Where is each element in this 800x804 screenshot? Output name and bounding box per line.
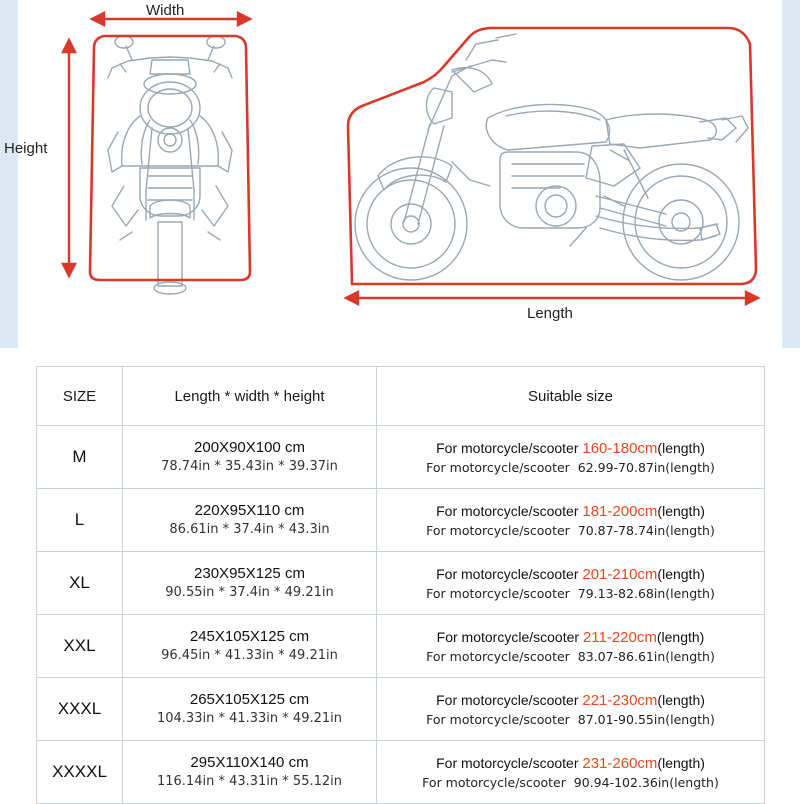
dimension-in: 104.33in * 41.33in * 49.21in: [156, 711, 342, 727]
cell-suitable: [377, 489, 765, 552]
suitable-range-in: 79.13-82.68in(length): [577, 585, 715, 601]
cell-size: L: [37, 489, 123, 552]
suitable-range-cm: 160-180cm: [582, 439, 658, 457]
dimension-cm: 295X110X140 cm: [190, 754, 309, 772]
table-row: [37, 678, 765, 741]
table-row: [37, 426, 765, 489]
dimension-in: 78.74in * 35.43in * 39.37in: [161, 459, 338, 475]
table-row: [37, 489, 765, 552]
suitable-in-line: [377, 459, 764, 477]
suitable-prefix: For motorcycle/scooter: [436, 565, 579, 582]
suitable-in-line: [377, 774, 764, 792]
suitable-cm-line: [377, 690, 764, 711]
suitable-in-line: [377, 711, 764, 729]
header-size: SIZE: [37, 367, 123, 426]
cell-size: XL: [37, 552, 123, 615]
cell-dimensions: [123, 552, 377, 615]
length-label: Length: [527, 305, 573, 322]
cell-dimensions: [123, 741, 377, 804]
side-cover-outline: [348, 28, 756, 284]
suitable-suffix: (length): [657, 565, 705, 582]
size-table-wrapper: [36, 366, 764, 804]
suitable-in-line: [377, 522, 764, 540]
dimension-cm: 265X105X125 cm: [189, 691, 310, 709]
header-dimensions: Length * width * height: [123, 367, 377, 426]
dimension-cm: 220X95X110 cm: [194, 502, 305, 520]
cell-size: M: [37, 426, 123, 489]
suitable-suffix: (length): [657, 691, 705, 708]
table-body: [37, 426, 765, 804]
suitable-cm-line: [377, 438, 764, 459]
suitable-in-line: [377, 585, 764, 603]
suitable-range-in: 62.99-70.87in(length): [577, 459, 715, 475]
suitable-prefix: For motorcycle/scooter: [436, 439, 579, 456]
cell-suitable: [377, 678, 765, 741]
illustration-panel: [0, 0, 800, 348]
motorcycle-cover-diagram: [0, 0, 800, 348]
cell-dimensions: [123, 426, 377, 489]
suitable-suffix: (length): [657, 502, 705, 519]
suitable-prefix-in: For motorcycle/scooter: [426, 585, 570, 601]
cell-suitable: [377, 426, 765, 489]
cell-size: XXXL: [37, 678, 123, 741]
cell-dimensions: [123, 615, 377, 678]
height-label: Height: [4, 140, 48, 157]
cell-dimensions: [123, 489, 377, 552]
table-header-row: [37, 367, 765, 426]
suitable-cm-line: [377, 753, 764, 774]
suitable-range-in: 90.94-102.36in(length): [573, 774, 719, 790]
cell-suitable: [377, 615, 765, 678]
cell-suitable: [377, 552, 765, 615]
cell-dimensions: [123, 678, 377, 741]
suitable-cm-line: [377, 627, 764, 648]
suitable-cm-line: [377, 501, 764, 522]
length-arrow: [346, 292, 758, 304]
suitable-prefix-in: For motorcycle/scooter: [426, 648, 570, 664]
dimension-in: 116.14in * 43.31in * 55.12in: [156, 774, 342, 790]
dimension-cm: 245X105X125 cm: [189, 628, 310, 646]
suitable-range-cm: 201-210cm: [582, 565, 658, 583]
dimension-cm: 200X90X100 cm: [194, 439, 305, 457]
dimension-in: 86.61in * 37.4in * 43.3in: [169, 522, 330, 538]
suitable-prefix-in: For motorcycle/scooter: [422, 774, 566, 790]
suitable-prefix: For motorcycle/scooter: [436, 754, 579, 771]
suitable-range-in: 87.01-90.55in(length): [577, 711, 715, 727]
suitable-range-cm: 181-200cm: [582, 502, 658, 520]
suitable-cm-line: [377, 564, 764, 585]
suitable-suffix: (length): [657, 754, 705, 771]
suitable-prefix-in: For motorcycle/scooter: [426, 522, 570, 538]
table-row: [37, 615, 765, 678]
suitable-prefix-in: For motorcycle/scooter: [426, 459, 570, 475]
table-header: [37, 367, 765, 426]
height-arrow: [63, 40, 75, 276]
suitable-suffix: (length): [656, 628, 705, 645]
suitable-prefix: For motorcycle/scooter: [436, 628, 580, 645]
front-cover-outline: [90, 36, 250, 280]
width-label: Width: [146, 2, 185, 19]
suitable-suffix: (length): [657, 439, 705, 456]
suitable-range-cm: 231-260cm: [582, 754, 658, 772]
dimension-in: 90.55in * 37.4in * 49.21in: [165, 585, 334, 601]
suitable-prefix: For motorcycle/scooter: [436, 502, 579, 519]
dimension-cm: 230X95X125 cm: [194, 565, 305, 583]
table-row: [37, 741, 765, 804]
table-row: [37, 552, 765, 615]
cell-size: XXXXL: [37, 741, 123, 804]
cell-suitable: [377, 741, 765, 804]
suitable-prefix: For motorcycle/scooter: [436, 691, 579, 708]
suitable-range-in: 70.87-78.74in(length): [577, 522, 715, 538]
suitable-prefix-in: For motorcycle/scooter: [426, 711, 570, 727]
dimension-in: 96.45in * 41.33in * 49.21in: [161, 648, 338, 664]
cell-size: XXL: [37, 615, 123, 678]
suitable-range-cm: 221-230cm: [582, 691, 658, 709]
suitable-in-line: [377, 648, 764, 666]
suitable-range-in: 83.07-86.61in(length): [577, 648, 715, 664]
suitable-range-cm: 211-220cm: [582, 628, 657, 646]
header-suitable-size: Suitable size: [377, 367, 765, 426]
size-table: [36, 366, 765, 804]
